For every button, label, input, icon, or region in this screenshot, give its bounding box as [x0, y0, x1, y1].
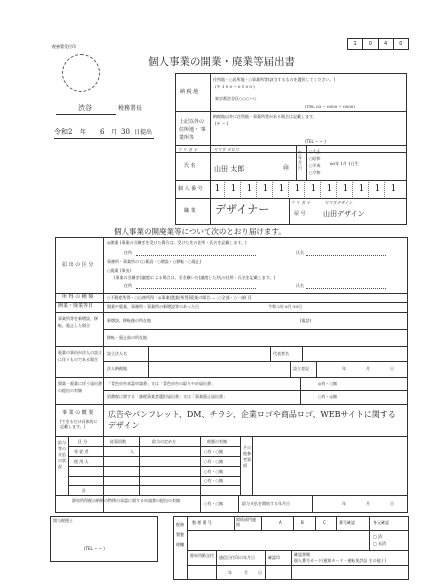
- furigana-label: フ リ ガ ナ: [178, 147, 198, 152]
- salary-label: 給与等の支払の状況: [58, 440, 66, 469]
- postal-code: (〒 1 5 0 − 0 1 0 0 ): [215, 84, 255, 89]
- job-value: デザイナー: [215, 203, 270, 216]
- tax-address-value: 東京都渋谷区○○○−○: [215, 96, 257, 101]
- name-value: 山田 太郎: [214, 165, 245, 173]
- mynumber-field: 1 1 1 1 1 1 1 1 1 1 1 1: [211, 182, 406, 197]
- other-tel: (TEL − − ): [305, 139, 326, 144]
- overview-label: 事 業 の 概 要: [62, 410, 94, 416]
- date-label: 開業・廃業等日: [58, 303, 94, 309]
- birth-date-value: 60年 1月 1日生: [330, 161, 359, 166]
- overview-value: 広告やパンフレット、DM、チラシ、企業ロゴや商品ロゴ、WEBサイトに関するデザイン: [108, 410, 396, 430]
- filings-item1-opts: ◎有・○無: [318, 381, 337, 386]
- form-number-digit: 4: [378, 39, 393, 49]
- form-stamp-label: 税務署受付印: [52, 44, 76, 49]
- date-value: 令和 2年 6月 30日: [268, 304, 302, 309]
- intro-text: 個人事業の開廃業等について次のとおり届けます。: [114, 227, 286, 236]
- submit-month: 6: [100, 128, 105, 136]
- mynumber-label: 個 人 番 号: [178, 186, 203, 192]
- other-postal: (〒 − ): [215, 121, 229, 126]
- shop-value: 山田デザイン: [323, 210, 365, 218]
- form-title: 個人事業の開業・廃業等届出書: [148, 56, 295, 68]
- shop-label: 屋 号: [294, 211, 306, 217]
- preparer-label: 関与税理士: [53, 518, 73, 523]
- category-label: 届 出 の 区 分: [62, 262, 94, 268]
- tax-address-options: 住所地・○居所地・○事業所等(該当するものを選択してください。): [213, 77, 336, 82]
- birth-label: 生年月日: [298, 150, 302, 170]
- receipt-stamp-circle: [62, 54, 100, 92]
- other-address-label: 上記以外の 住所地・ 事業所等: [179, 119, 206, 141]
- incorporation-label: 廃業の事由が法人の設立に伴うものである場合: [58, 350, 102, 362]
- office-use-label: 税務署整理欄: [176, 522, 184, 547]
- form-number-digit: 1: [353, 41, 357, 47]
- job-label: 職 業: [184, 208, 196, 214]
- filings-label: 開業・廃業に伴う届出書の提出の有無: [58, 381, 102, 393]
- tax-office-name: 渋谷: [78, 104, 92, 112]
- seal-mark: ㊞: [283, 165, 290, 172]
- submit-day: 30: [121, 128, 130, 136]
- income-type-value: ○不動産所得・○山林所得・◎事業(農業)所得[廃業の場合……○全部・○一部( )]: [107, 295, 252, 300]
- filings-item2-opts: ○有・◎無: [318, 394, 337, 399]
- income-type-label: 所 得 の 種 類: [62, 294, 94, 300]
- other-address-note: 納税地以外に住所地・事業所等がある場合は記載します。: [213, 114, 317, 119]
- form-number-digit: 0: [393, 39, 408, 49]
- office-label: 事業所等を新増設、移転、廃止した場合: [58, 316, 98, 328]
- shop-furigana-value: ヤマダデザイン: [325, 200, 353, 205]
- furigana-value: ヤマダ タロウ: [214, 147, 240, 152]
- tax-office-suffix: 税務署長: [118, 105, 143, 112]
- name-label: 氏 名: [184, 163, 196, 169]
- submit-era: 令和2: [54, 128, 73, 136]
- preparer-tel: (TEL − − ): [84, 546, 105, 551]
- form-number-digit: 0: [362, 39, 377, 49]
- tax-address-tel: (TEL 03 − 0000 − 0000): [305, 104, 355, 109]
- tax-address-label: 納 税 地: [180, 89, 199, 95]
- form-number-box: [347, 38, 409, 50]
